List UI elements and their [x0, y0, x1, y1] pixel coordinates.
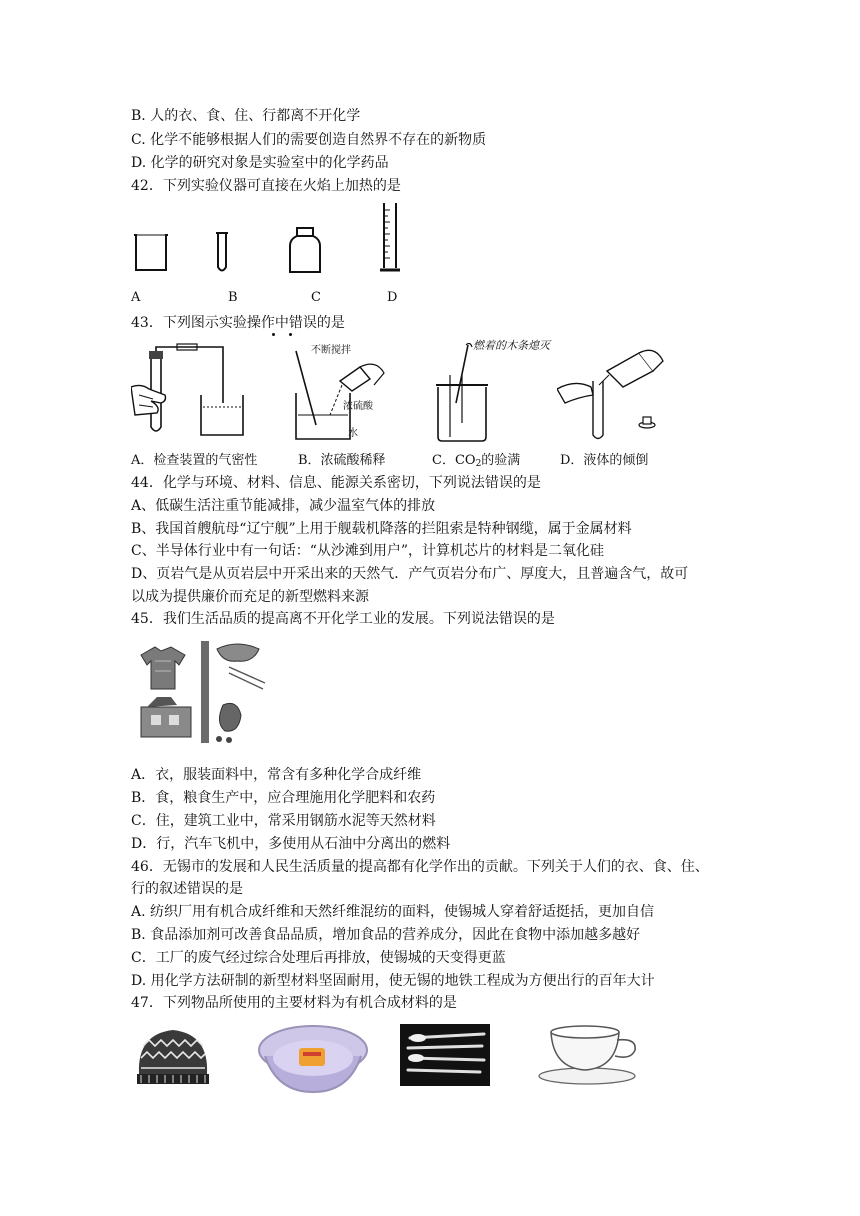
q44-option-a: A、低碳生活注重节能减排，减少温室气体的排放 — [131, 498, 436, 514]
plastic-basin-icon — [257, 1022, 369, 1094]
airtightness-check-figure — [131, 343, 251, 443]
beaker-icon — [131, 232, 171, 274]
glass-cup-icon — [537, 1020, 643, 1086]
water-label: 水 — [348, 428, 358, 439]
q44-stem: 44．化学与环境、材料、信息、能源关系密切，下列说法错误的是 — [131, 475, 541, 491]
co2-check-figure — [430, 343, 500, 443]
clothing-food-housing-transport-figure — [137, 639, 269, 745]
steel-cutlery-icon — [400, 1024, 490, 1086]
q46-option-a: A. 纺织厂用有机合成纤维和天然纤维混纺的面料，使锡城人穿着舒适挺括，更加自信 — [131, 904, 655, 920]
q42-label-a: A — [131, 290, 141, 305]
q46-stem-line1: 46．无锡市的发展和人民生活质量的提高都有化学作出的贡献。下列关于人们的衣、食、住、 — [131, 859, 709, 875]
q45-stem: 45．我们生活品质的提高离不开化学工业的发展。下列说法错误的是 — [131, 611, 555, 627]
q41-option-c: C. 化学不能够根据人们的需要创造自然界不存在的新物质 — [131, 132, 487, 148]
q47-stem: 47．下列物品所使用的主要材料为有机合成材料的是 — [131, 995, 457, 1011]
wool-hat-icon — [133, 1024, 213, 1086]
q42-label-b: B — [228, 290, 238, 305]
q43-option-c-suffix: 的验满 — [481, 453, 521, 468]
liquid-pouring-figure — [557, 343, 667, 443]
match-extinguished-label: 燃着的木条熄灭 — [473, 339, 550, 352]
q43-option-a: A．检查装置的气密性 — [131, 453, 258, 468]
q43-option-d: D．液体的倾倒 — [560, 453, 649, 468]
emphasis-dot — [289, 333, 292, 336]
q46-option-c: C．工厂的废气经过综合处理后再排放，使锡城的天变得更蓝 — [131, 950, 506, 966]
emphasis-dot — [272, 333, 275, 336]
q43-option-c-prefix: C．CO — [432, 453, 476, 468]
q43-option-c — [432, 452, 520, 473]
q43-option-c-subscript: 2 — [475, 459, 482, 469]
q42-label-c: C — [311, 290, 321, 305]
test-tube-icon — [215, 231, 229, 275]
stirring-label: 不断搅拌 — [311, 345, 351, 356]
q45-option-b: B．食，粮食生产中，应合理施用化学肥料和农药 — [131, 790, 436, 806]
q45-option-a: A．衣，服装面料中，常含有多种化学合成纤维 — [131, 767, 422, 783]
reagent-bottle-icon — [287, 226, 323, 276]
q43-stem: 43．下列图示实验操作中错误的是 — [131, 315, 345, 331]
graduated-cylinder-icon — [377, 200, 403, 276]
q44-option-c: C、半导体行业中有一句话：“从沙滩到用户”，计算机芯片的材料是二氧化硅 — [131, 543, 605, 559]
q46-option-b: B. 食品添加剂可改善食品品质，增加食品的营养成分，因此在食物中添加越多越好 — [131, 927, 641, 943]
acid-label: 浓硫酸 — [343, 401, 373, 412]
q42-stem: 42．下列实验仪器可直接在火焰上加热的是 — [131, 178, 401, 194]
q41-option-b: B. 人的衣、食、住、行都离不开化学 — [131, 108, 361, 124]
q41-option-d: D. 化学的研究对象是实验室中的化学药品 — [131, 155, 389, 171]
q42-label-d: D — [387, 290, 398, 305]
q44-option-d-line2: 以成为提供廉价而充足的新型燃料来源 — [131, 589, 369, 605]
q43-option-b: B．浓硫酸稀释 — [298, 453, 386, 468]
q45-option-d: D．行，汽车飞机中，多使用从石油中分离出的燃料 — [131, 836, 451, 852]
q44-option-d-line1: D、页岩气是从页岩层中开采出来的天然气．产气页岩分布广、厚度大，且普遍含气，故可 — [131, 566, 689, 582]
q44-option-b: B、我国首艘航母“辽宁舰”上用于舰载机降落的拦阻索是特种钢缆，属于金属材料 — [131, 521, 632, 537]
q45-option-c: C．住，建筑工业中，常采用钢筋水泥等天然材料 — [131, 813, 436, 829]
q46-stem-line2: 行的叙述错误的是 — [131, 881, 243, 897]
q46-option-d: D. 用化学方法研制的新型材料坚固耐用，使无锡的地铁工程成为方便出行的百年大计 — [131, 973, 655, 989]
